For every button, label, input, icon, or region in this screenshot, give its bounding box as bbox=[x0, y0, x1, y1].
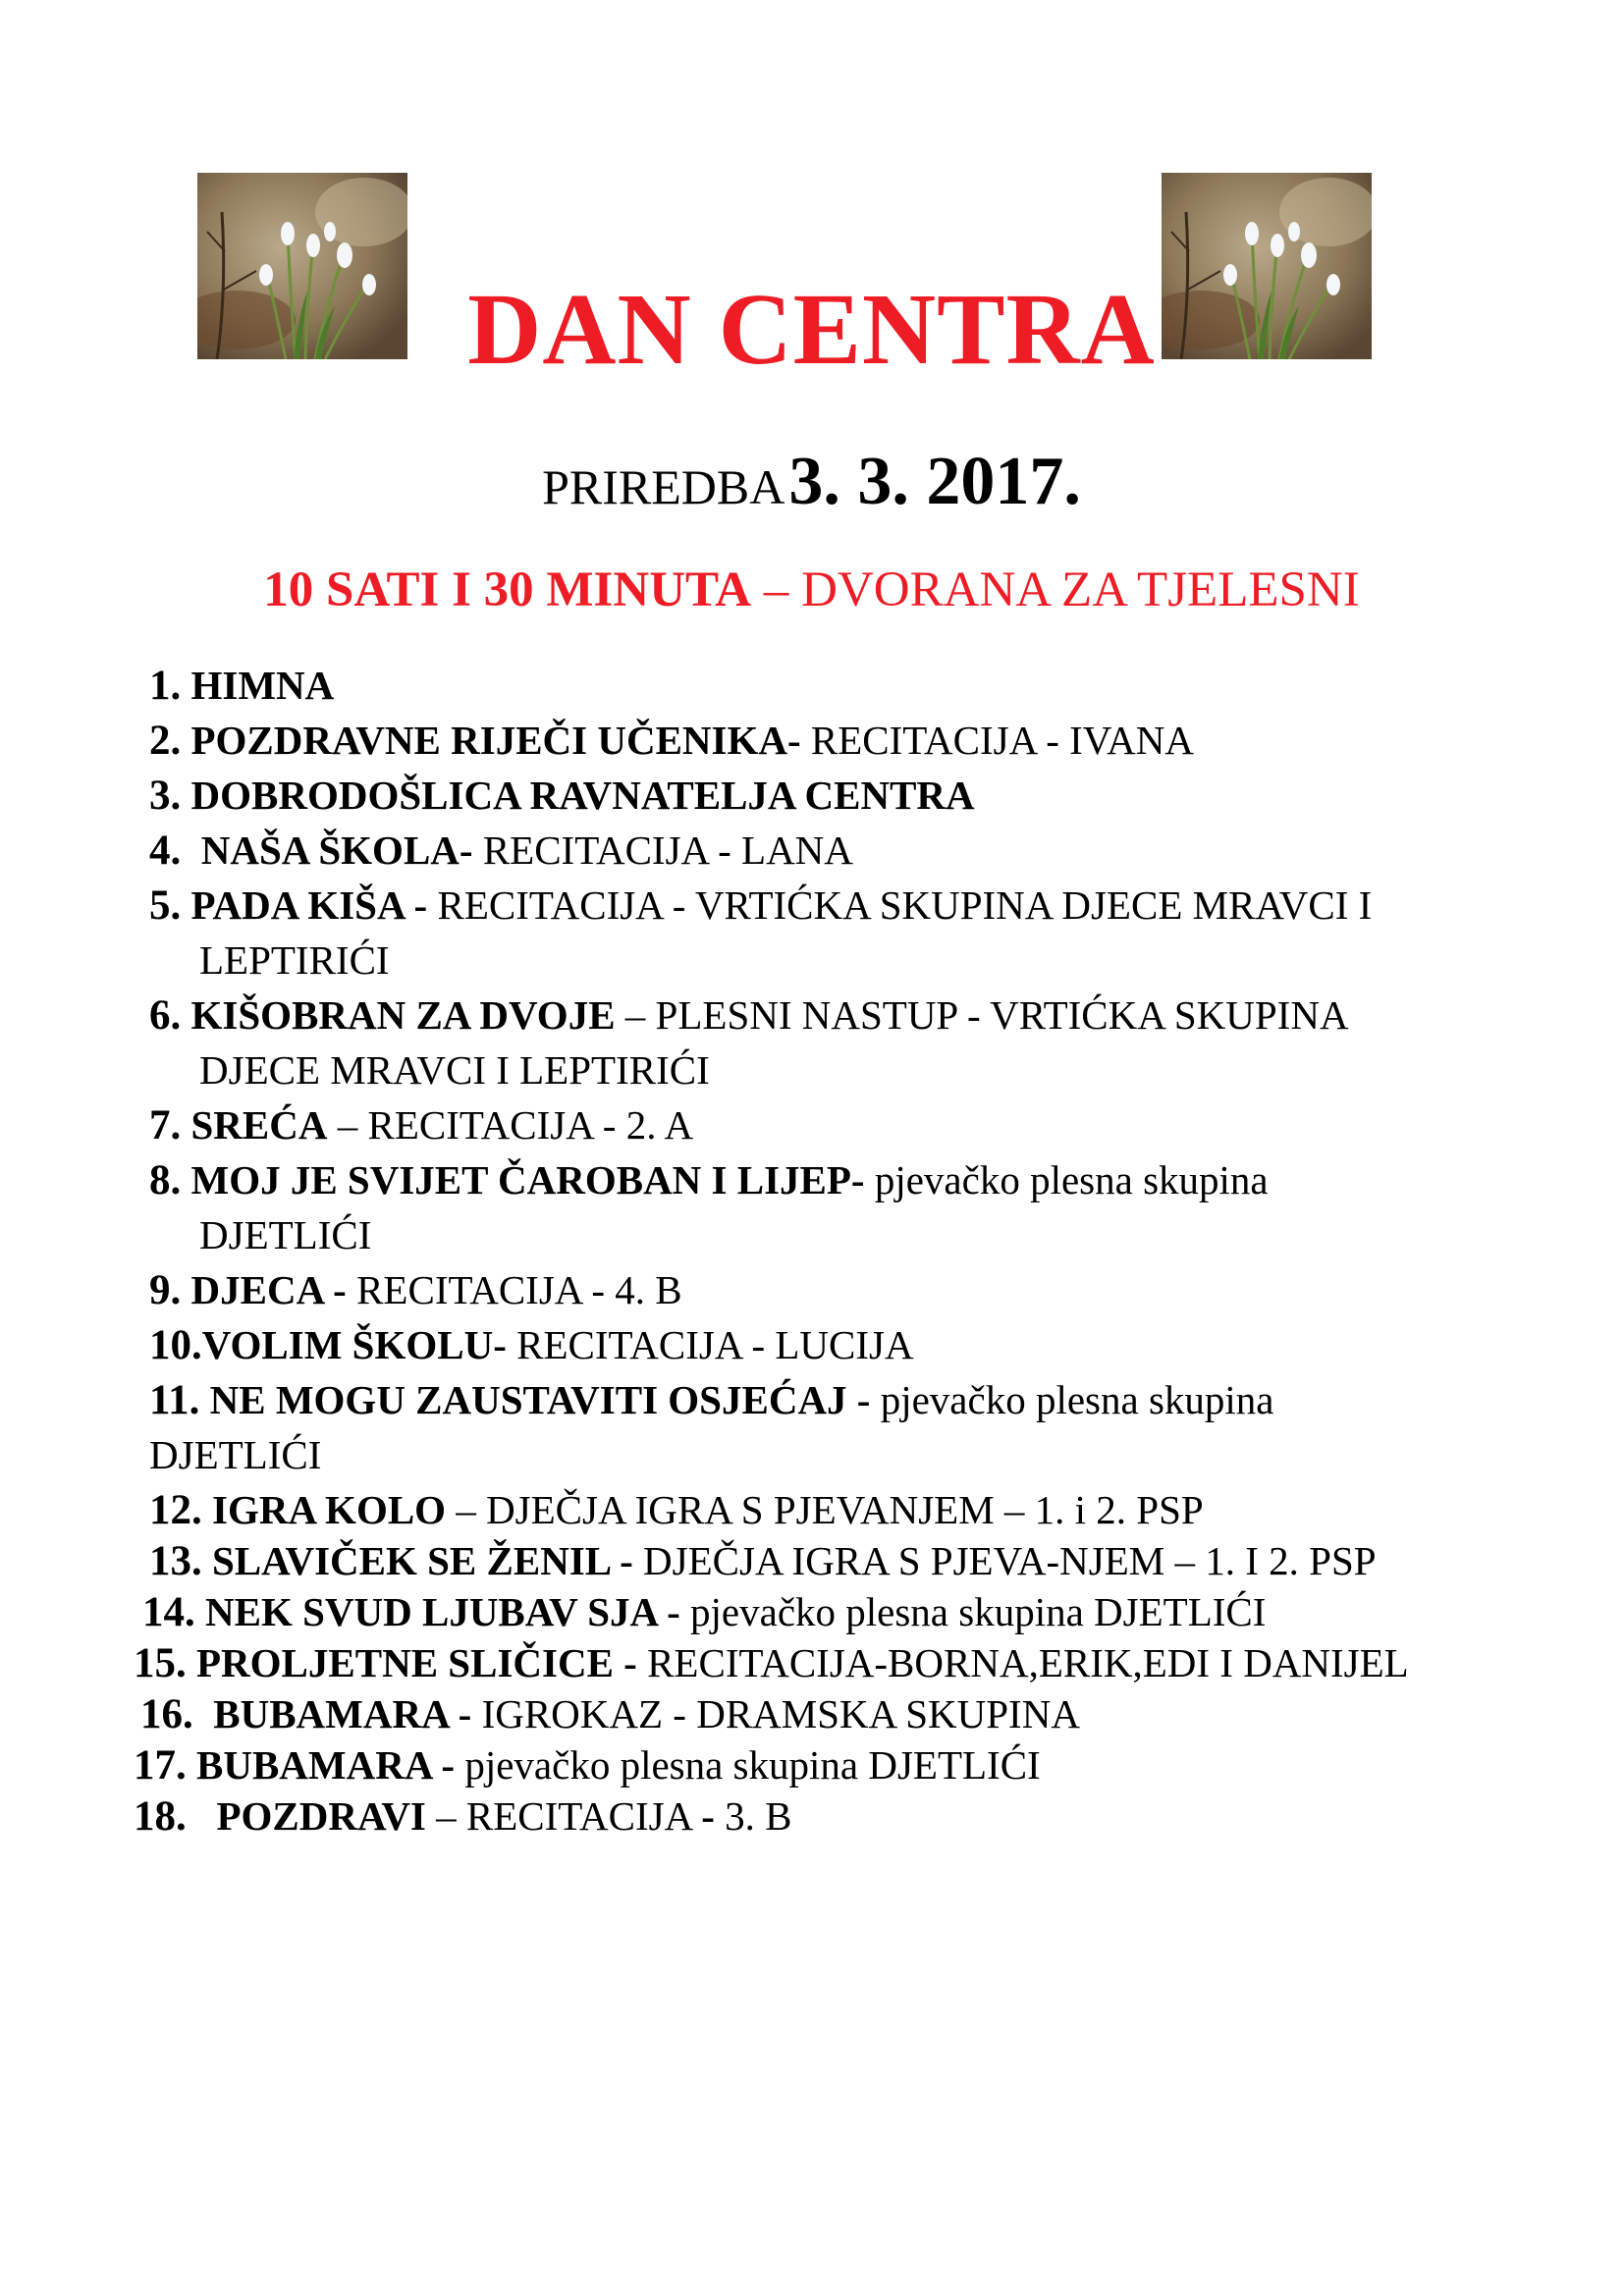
program-item: 7. SREĆA – RECITACIJA - 2. A bbox=[149, 1102, 694, 1148]
program-item: 6. KIŠOBRAN ZA DVOJE – PLESNI NASTUP - VRTIĆKA SKUPINA bbox=[149, 992, 1349, 1039]
program-item: 2. POZDRAVNE RIJEČI UČENIKA- RECITACIJA - IVANA bbox=[149, 718, 1194, 764]
program-item-continuation: DJETLIĆI bbox=[199, 1212, 372, 1257]
page-title: DAN CENTRA bbox=[467, 273, 1156, 386]
program-item: 9. DJECA - RECITACIJA - 4. B bbox=[149, 1267, 682, 1313]
program-item-continuation: DJETLIĆI bbox=[149, 1432, 322, 1477]
program-item: 5. PADA KIŠA - RECITACIJA - VRTIĆKA SKUPINA DJECE MRAVCI I bbox=[149, 882, 1373, 929]
program-item: 12. IGRA KOLO – DJEČJA IGRA S PJEVANJEM – 1. i 2. PSP bbox=[149, 1487, 1204, 1533]
event-date-line bbox=[0, 438, 1623, 544]
program-item: 8. MOJ JE SVIJET ČAROBAN I LIJEP- pjevačko plesna skupina bbox=[149, 1157, 1269, 1203]
program-item: 16. BUBAMARA - IGROKAZ - DRAMSKA SKUPINA bbox=[140, 1691, 1080, 1737]
program-item-continuation: DJECE MRAVCI I LEPTIRIĆI bbox=[199, 1047, 710, 1093]
venue-text: – DVORANA ZA TJELESNI bbox=[751, 562, 1360, 617]
time-text: 10 SATI I 30 MINUTA bbox=[263, 562, 752, 617]
program-item: 14. NEK SVUD LJUBAV SJA - pjevačko plesna skupina DJETLIĆI bbox=[142, 1589, 1267, 1635]
program-item-continuation: LEPTIRIĆI bbox=[199, 937, 390, 983]
date-label: PRIREDBA bbox=[542, 459, 785, 514]
program-item: 10.VOLIM ŠKOLU- RECITACIJA - LUCIJA bbox=[149, 1322, 914, 1368]
program-item: 15. PROLJETNE SLIČICE - RECITACIJA-BORNA,ERIK,EDI I DANIJEL bbox=[134, 1640, 1409, 1686]
program-item: 4. NAŠA ŠKOLA- RECITACIJA - LANA bbox=[149, 828, 853, 874]
program-item: 17. BUBAMARA - pjevačko plesna skupina DJETLIĆI bbox=[134, 1742, 1041, 1789]
program-item: 11. NE MOGU ZAUSTAVITI OSJEĆAJ - pjevačko plesna skupina bbox=[149, 1377, 1274, 1423]
program-item: 18. POZDRAVI – RECITACIJA - 3. B bbox=[134, 1793, 792, 1840]
program-item: 3. DOBRODOŠLICA RAVNATELJA CENTRA bbox=[149, 773, 975, 819]
date-value: 3. 3. 2017. bbox=[788, 444, 1081, 519]
time-venue-line bbox=[0, 556, 1623, 624]
program-item: 1. HIMNA bbox=[149, 663, 335, 709]
program-item: 13. SLAVIČEK SE ŽENIL - DJEČJA IGRA S PJEVA-NJEM – 1. I 2. PSP bbox=[149, 1538, 1377, 1584]
